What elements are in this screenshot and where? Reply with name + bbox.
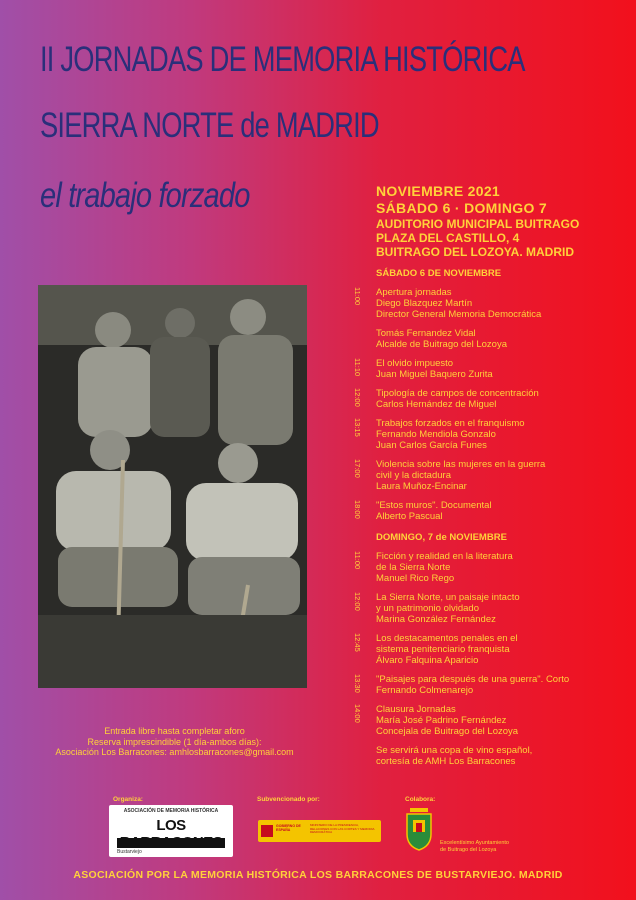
schedule-time bbox=[353, 704, 371, 730]
barracones-logo-skyline bbox=[117, 838, 225, 848]
schedule-line: Marina González Fernández bbox=[376, 614, 496, 625]
event-info bbox=[376, 183, 579, 259]
schedule-time bbox=[353, 592, 371, 618]
schedule-line: "Estos muros". Documental bbox=[376, 500, 492, 511]
schedule-line: Director General Memoria Democrática bbox=[376, 309, 542, 320]
schedule-time-label: 12:00 bbox=[353, 388, 362, 407]
historical-photo bbox=[38, 285, 307, 688]
schedule-time-label: 14:00 bbox=[353, 704, 362, 723]
barracones-logo-top: ASOCIACIÓN DE MEMORIA HISTÓRICA bbox=[123, 808, 219, 814]
schedule-time-label: 11:00 bbox=[353, 287, 362, 306]
schedule-item bbox=[353, 388, 627, 410]
schedule-time bbox=[353, 674, 371, 700]
entry-line-1: Entrada libre hasta completar aforo bbox=[104, 726, 245, 736]
ayto-shield-icon bbox=[404, 804, 434, 856]
schedule-item bbox=[353, 551, 627, 584]
schedule-item bbox=[353, 358, 627, 380]
schedule-line: Álvaro Falquina Aparicio bbox=[376, 655, 479, 666]
barracones-logo-name: LOS bbox=[156, 817, 186, 834]
entry-info bbox=[38, 726, 311, 758]
schedule-line: Manuel Rico Rego bbox=[376, 573, 455, 584]
schedule-line: La Sierra Norte, un paisaje intacto bbox=[376, 592, 520, 603]
schedule-time-label: 13:30 bbox=[353, 674, 362, 693]
schedule-line: Juan Carlos García Funes bbox=[376, 440, 487, 451]
schedule-line: Diego Blazquez Martín bbox=[376, 298, 473, 309]
schedule-line: Carlos Hernández de Miguel bbox=[376, 399, 497, 410]
schedule-item bbox=[353, 704, 627, 737]
gov-text-2: MINISTERIO DE LA PRESIDENCIA, RELACIONES CON LAS CORTES Y MEMORIA DEMOCRÁTICA bbox=[310, 823, 375, 835]
schedule-time-label: 11:10 bbox=[353, 358, 362, 377]
schedule-time bbox=[353, 633, 371, 659]
schedule-line: Fernando Colmenarejo bbox=[376, 685, 474, 696]
subvenciona-label: Subvencionado por: bbox=[257, 796, 320, 803]
schedule-time-label: 17:00 bbox=[353, 459, 362, 478]
ayto-line-1: Excelentísimo Ayuntamiento bbox=[440, 840, 509, 846]
gov-text-1: GOBIERNO DE ESPAÑA bbox=[276, 824, 301, 832]
ayto-line-2: de Buitrago del Lozoya bbox=[440, 847, 497, 853]
schedule-item bbox=[357, 328, 627, 350]
event-address: PLAZA DEL CASTILLO, 4 bbox=[376, 231, 520, 245]
schedule-time bbox=[353, 388, 371, 414]
schedule-item bbox=[353, 592, 627, 625]
schedule-item bbox=[353, 418, 627, 451]
organiza-label: Organiza: bbox=[113, 796, 143, 803]
barracones-logo bbox=[109, 805, 233, 857]
schedule-day-heading: SÁBADO 6 DE NOVIEMBRE bbox=[376, 268, 502, 279]
barracones-logo-sub: Bustarviejo bbox=[117, 849, 142, 855]
schedule-line: El olvido impuesto bbox=[376, 358, 454, 369]
gov-flag-icon bbox=[261, 825, 273, 837]
schedule-item bbox=[353, 674, 627, 696]
schedule-time bbox=[353, 459, 371, 485]
footer: ASOCIACIÓN POR LA MEMORIA HISTÓRICA LOS BARRACONES DE BUSTARVIEJO. MADRID bbox=[73, 869, 563, 881]
schedule-line: de la Sierra Norte bbox=[376, 562, 451, 573]
schedule-item bbox=[353, 633, 627, 666]
schedule-time bbox=[353, 500, 371, 526]
schedule-time bbox=[357, 745, 371, 771]
event-date-days: SÁBADO 6 · DOMINGO 7 bbox=[376, 200, 547, 216]
schedule-item bbox=[353, 459, 627, 492]
schedule-line: Ficción y realidad en la literatura bbox=[376, 551, 513, 562]
schedule-line: Los destacamentos penales en el bbox=[376, 633, 518, 644]
schedule-line: civil y la dictadura bbox=[376, 470, 451, 481]
schedule-time bbox=[357, 328, 371, 354]
event-date-month: NOVIEMBRE 2021 bbox=[376, 183, 501, 199]
title-line-1: II JORNADAS DE MEMORIA HISTÓRICA bbox=[40, 40, 525, 79]
schedule-line: Apertura jornadas bbox=[376, 287, 452, 298]
schedule-time-label: 18:00 bbox=[353, 500, 362, 519]
schedule-line: Alberto Pascual bbox=[376, 511, 443, 522]
colabora-label: Colabora: bbox=[405, 796, 436, 803]
schedule-time bbox=[353, 418, 371, 444]
schedule-time-label: 12:45 bbox=[353, 633, 362, 652]
schedule-line: Trabajos forzados en el franquismo bbox=[376, 418, 525, 429]
entry-line-2: Reserva imprescindible (1 día-ambos días): bbox=[87, 736, 262, 747]
event-city: BUITRAGO DEL LOZOYA. MADRID bbox=[376, 245, 575, 259]
schedule-line: Alcalde de Buitrago del Lozoya bbox=[376, 339, 507, 350]
schedule-line: María José Padrino Fernández bbox=[376, 715, 507, 726]
schedule-line: "Paisajes para después de una guerra". Corto bbox=[376, 674, 570, 685]
schedule-line: Juan Miguel Baquero Zurita bbox=[376, 369, 493, 380]
subtitle: el trabajo forzado bbox=[40, 176, 250, 215]
schedule-time-label: 11:00 bbox=[353, 551, 362, 570]
schedule-line: Laura Muñoz-Encinar bbox=[376, 481, 467, 492]
logos-row bbox=[0, 790, 636, 860]
schedule-line: Clausura Jornadas bbox=[376, 704, 456, 715]
entry-line-3: Asociación Los Barracones: amhlosbarracones@gmail.com bbox=[55, 747, 294, 757]
schedule-line: Se servirá una copa de vino español, bbox=[376, 745, 533, 756]
schedule-item bbox=[353, 500, 627, 522]
title-line-2: SIERRA NORTE de MADRID bbox=[40, 106, 379, 145]
schedule-line: cortesía de AMH Los Barracones bbox=[376, 756, 516, 767]
schedule-line: sistema penitenciario franquista bbox=[376, 644, 510, 655]
schedule bbox=[353, 268, 627, 775]
schedule-time bbox=[353, 551, 371, 577]
schedule-line: y un patrimonio olvidado bbox=[376, 603, 479, 614]
schedule-item bbox=[353, 287, 627, 320]
schedule-line: Concejala de Buitrago del Lozoya bbox=[376, 726, 519, 737]
ayto-text bbox=[440, 840, 509, 854]
schedule-time-label: 13:15 bbox=[353, 418, 362, 437]
schedule-time bbox=[353, 358, 371, 384]
gov-logo bbox=[258, 820, 381, 842]
schedule-line: Violencia sobre las mujeres en la guerra bbox=[376, 459, 546, 470]
schedule-line: Fernando Mendiola Gonzalo bbox=[376, 429, 496, 440]
event-venue: AUDITORIO MUNICIPAL BUITRAGO bbox=[376, 217, 580, 231]
schedule-day-heading: DOMINGO, 7 de NOVIEMBRE bbox=[376, 532, 507, 543]
schedule-line: Tomás Fernandez Vidal bbox=[376, 328, 476, 339]
schedule-item bbox=[357, 745, 627, 767]
schedule-time bbox=[353, 287, 371, 313]
schedule-line: Tipología de campos de concentración bbox=[376, 388, 539, 399]
schedule-time-label: 12:00 bbox=[353, 592, 362, 611]
